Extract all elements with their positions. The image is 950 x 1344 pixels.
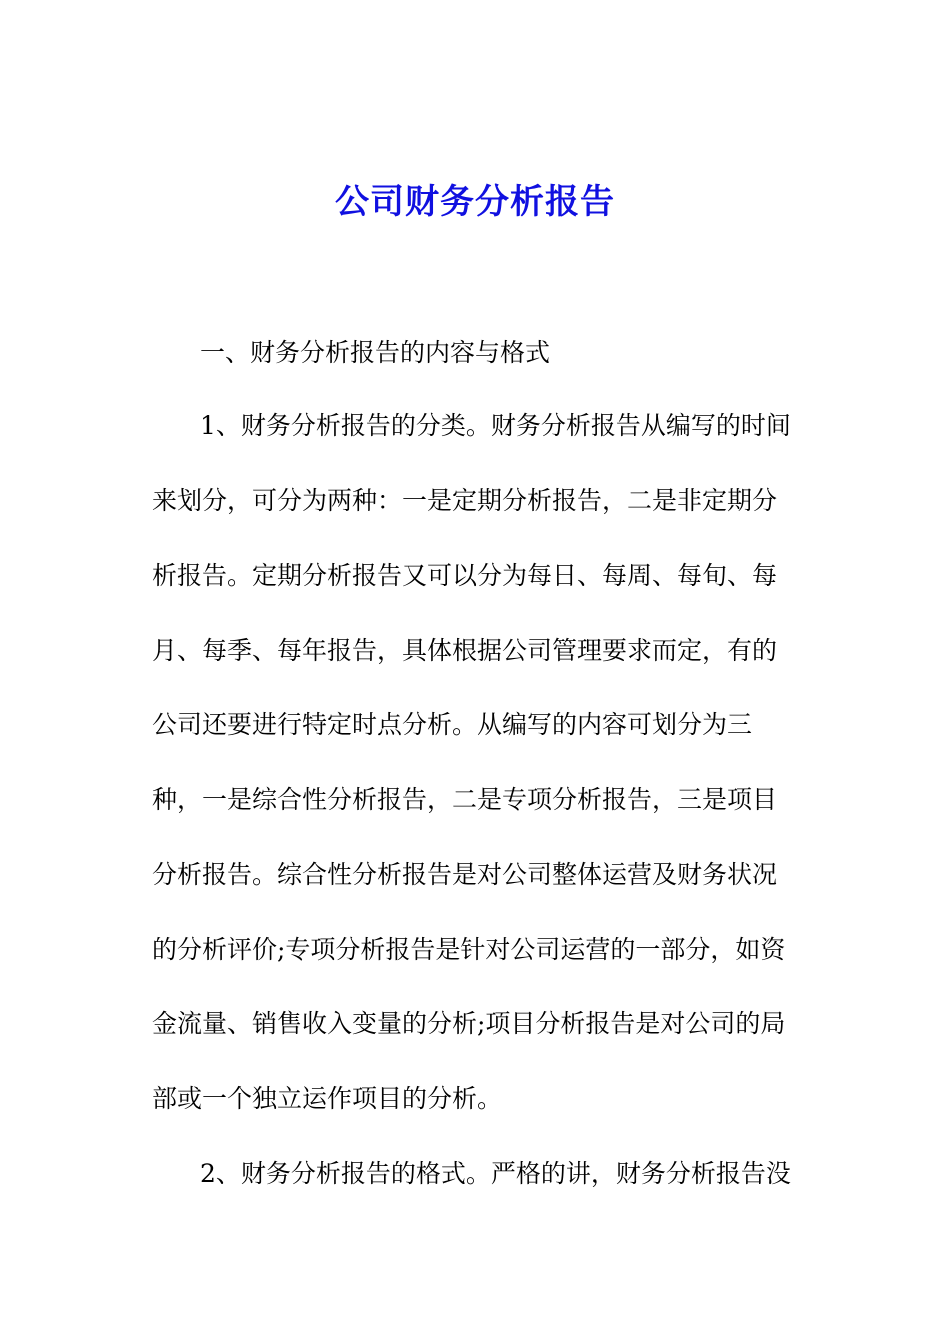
paragraph-line: 部或一个独立运作项目的分析。 xyxy=(152,1084,503,1113)
paragraph-line: 的分析评价;专项分析报告是针对公司运营的一部分，如资 xyxy=(152,935,786,964)
document-title: 公司财务分析报告 xyxy=(335,182,615,222)
paragraph-line: 公司还要进行特定时点分析。从编写的内容可划分为三 xyxy=(152,710,753,739)
paragraph-line: 2、财务分析报告的格式。严格的讲，财务分析报告没 xyxy=(200,1159,791,1188)
section-heading: 一、财务分析报告的内容与格式 xyxy=(200,338,551,367)
paragraph-line: 分析报告。综合性分析报告是对公司整体运营及财务状况 xyxy=(152,860,778,889)
paragraph-line: 1、财务分析报告的分类。财务分析报告从编写的时间 xyxy=(200,411,791,440)
paragraph-line: 种，一是综合性分析报告，二是专项分析报告，三是项目 xyxy=(152,785,778,814)
paragraph-line: 月、每季、每年报告，具体根据公司管理要求而定，有的 xyxy=(152,636,778,665)
paragraph-line: 金流量、销售收入变量的分析;项目分析报告是对公司的局 xyxy=(152,1009,786,1038)
paragraph-line: 来划分，可分为两种：一是定期分析报告，二是非定期分 xyxy=(152,486,778,515)
paragraph-line: 析报告。定期分析报告又可以分为每日、每周、每旬、每 xyxy=(152,561,778,590)
